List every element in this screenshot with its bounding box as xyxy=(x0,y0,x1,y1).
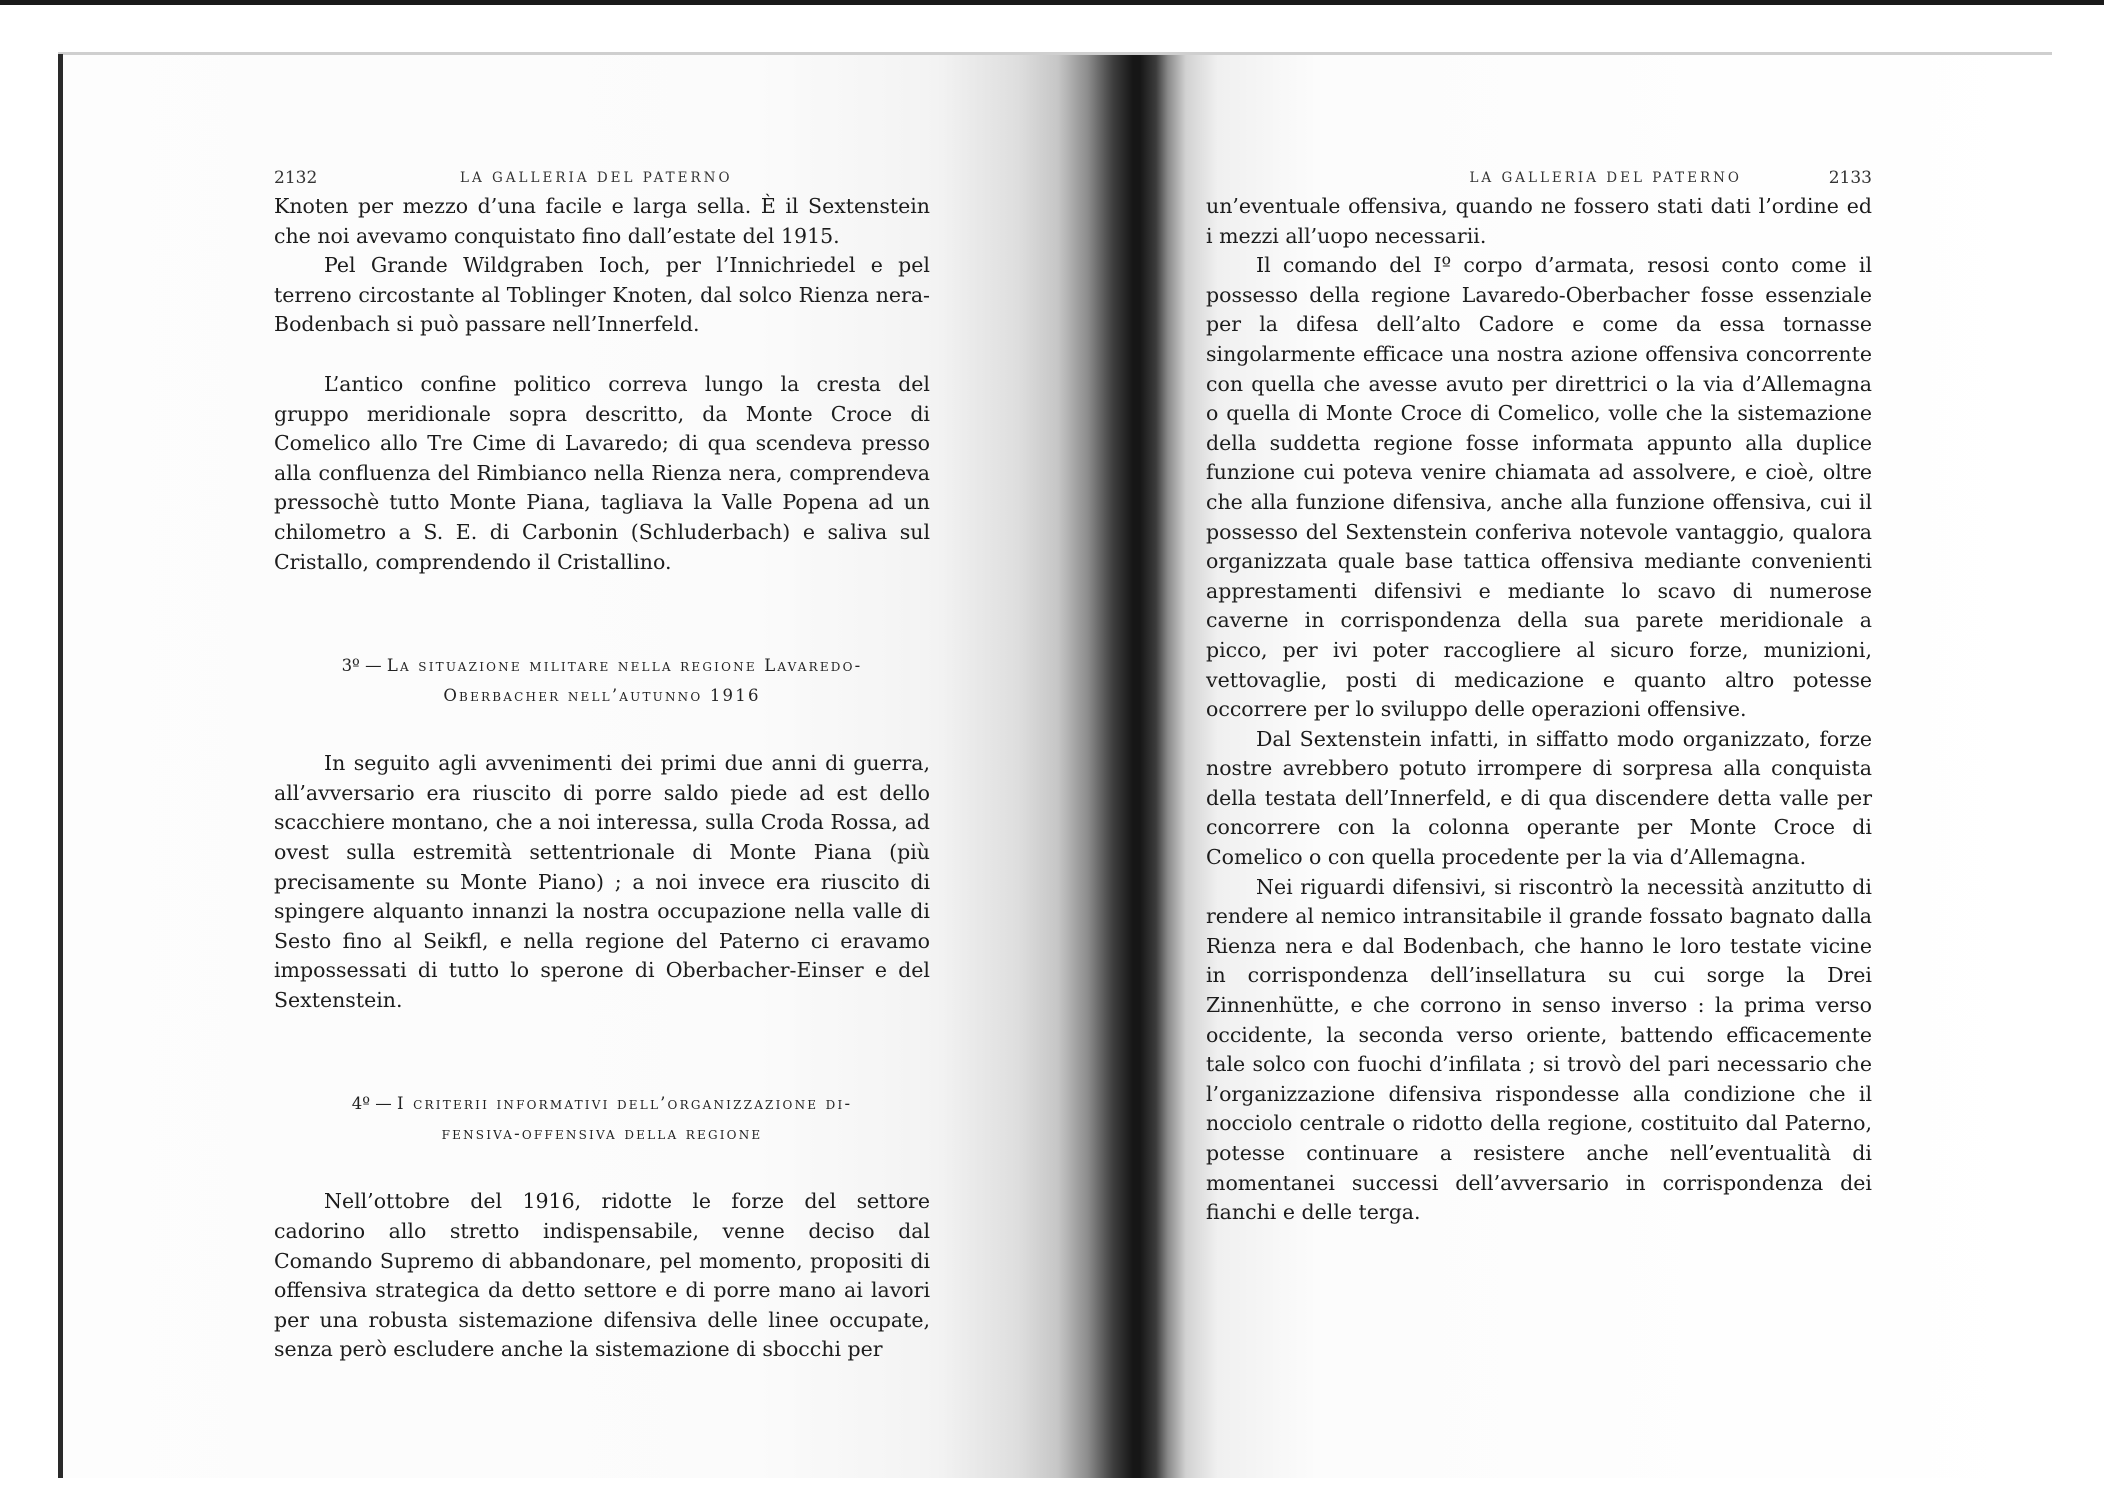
right-paragraph-3: Dal Sextenstein infatti, in siffatto modo organizzato, forze nostre avrebbero potuto irrompere di sorpresa alla conquista della testata dell’Innerfeld, e di qua discendere detta valle per concorrere con la colonna operante per Monte Croce di Comelico o con quella procedente per la via d’Allemagna. xyxy=(1206,726,1872,870)
scan-top-edge xyxy=(58,52,2052,55)
section-4-title-1: I criterii informativi dell’organizzazione di- xyxy=(397,1094,853,1114)
section-4-title-2: fensiva-offensiva della regione xyxy=(441,1124,763,1144)
left-paragraph-2: Pel Grande Wildgraben Ioch, per l’Innichriedel e pel terreno circostante al Toblinger Knoten, dal solco Rienza nera-Bodenbach si può passare nell’Innerfeld. xyxy=(274,253,930,337)
scan-left-edge xyxy=(58,54,63,1478)
section-3-title-2: Oberbacher nell’autunno 1916 xyxy=(443,686,761,706)
right-page-number: 2133 xyxy=(1828,168,1872,188)
right-paragraph-2: Il comando del Iº corpo d’armata, resosi conto come il possesso della regione Lavaredo-Oberbacher fosse essenziale per la difesa dell’alto Cadore e come da essa tornasse singolarmente efficace una nostra azione offensiva concorrente con quella che avesse avuto per direttrici o la via d’Allemagna o quella di Monte Croce di Comelico, volle che la sistemazione della suddetta regione fosse informata appunto alla duplice funzione cui poteva venire chiamata ad assolvere, e cioè, oltre che alla funzione difensiva, anche alla funzione offensiva, cui il possesso del Sextenstein conferiva notevole vantaggio, qualora organizzata quale base tattica offensiva mediante convenienti apprestamenti difensivi e mediante lo scavo di numerose caverne in corrispondenza della sua parete meridionale a picco, per ivi poter raccogliere al sicuro forze, munizioni, vettovaglie, posti di medicazione e quanto altro potesse occorrere per lo sviluppo delle operazioni offensive. xyxy=(1206,253,1872,722)
right-running-title: LA GALLERIA DEL PATERNO xyxy=(1469,170,1742,186)
section-4-heading-line-1 xyxy=(274,1089,930,1119)
section-4-heading xyxy=(274,1089,930,1149)
section-4-paragraph: Nell’ottobre del 1916, ridotte le forze del settore cadorino allo stretto indispensabile, venne deciso dal Comando Supremo di abbandonare, pel momento, propositi di offensiva strategica da detto settore e di porre mano ai lavori per una robusta sistemazione difensiva delle linee occupate, senza però escludere anche la sistemazione di sbocchi per xyxy=(274,1189,930,1362)
section-3-heading-line-1 xyxy=(274,651,930,681)
paragraph-gap xyxy=(274,340,930,370)
left-paragraph-1: Knoten per mezzo d’una facile e larga sella. È il Sextenstein che noi avevamo conquistato fino dall’estate del 1915. xyxy=(274,194,930,248)
right-paragraph-4: Nei riguardi difensivi, si riscontrò la necessità anzitutto di rendere al nemico intransitabile il grande fossato bagnato dalla Rienza nera e dal Bodenbach, che hanno le loro testate vicine in corrispondenza dell’insellatura su cui sorge la Drei Zinnenhütte, e che corrono in senso inverso : la prima verso occidente, la seconda verso oriente, battendo efficacemente tale solco con fuochi d’infilata ; si trovò del pari necessario che l’organizzazione difensiva rispondesse alla condizione che il nocciolo centrale o ridotto della regione, costituito dal Paterno, potesse continuare a resistere anche nell’eventualità di momentanei successi dell’avversario in corrispondenza dei fianchi e delle terga. xyxy=(1206,874,1872,1225)
right-page xyxy=(1206,168,1872,1228)
left-running-head xyxy=(274,168,930,190)
right-paragraph-1: un’eventuale offensiva, quando ne fossero stati dati l’ordine ed i mezzi all’uopo necessarii. xyxy=(1206,194,1872,248)
section-3-paragraph: In seguito agli avvenimenti dei primi due anni di guerra, all’avversario era riuscito di porre saldo piede ad est dello scacchiere montano, che a noi interessa, sulla Croda Rossa, ad ovest sulla estremità settentrionale di Monte Piana (più precisamente su Monte Piano) ; a noi invece era riuscito di spingere alquanto innanzi la nostra occupazione nella valle di Sesto fino al Seikfl, e nella regione del Paterno ci eravamo impossessati di tutto lo sperone di Oberbacher-Einser e del Sextenstein. xyxy=(274,751,930,1012)
left-page xyxy=(274,168,930,1365)
section-3-number: 3º — xyxy=(341,656,387,676)
right-running-head xyxy=(1206,168,1872,190)
left-page-number: 2132 xyxy=(274,168,318,188)
left-running-title: LA GALLERIA DEL PATERNO xyxy=(460,170,733,186)
section-3-title-1: La situazione militare nella regione Lavaredo- xyxy=(386,656,863,676)
scan-top-border xyxy=(0,0,2104,5)
left-paragraph-3: L’antico confine politico correva lungo la cresta del gruppo meridionale sopra descritto, da Monte Croce di Comelico allo Tre Cime di Lavaredo; di qua scendeva presso alla confluenza del Rimbianco nella Rienza nera, comprendeva pressochè tutto Monte Piana, tagliava la Valle Popena ad un chilometro a S. E. di Carbonin (Schluderbach) e saliva sul Cristallo, comprendendo il Cristallino. xyxy=(274,371,930,574)
section-4-number: 4º — xyxy=(351,1094,398,1114)
section-3-heading xyxy=(274,651,930,711)
